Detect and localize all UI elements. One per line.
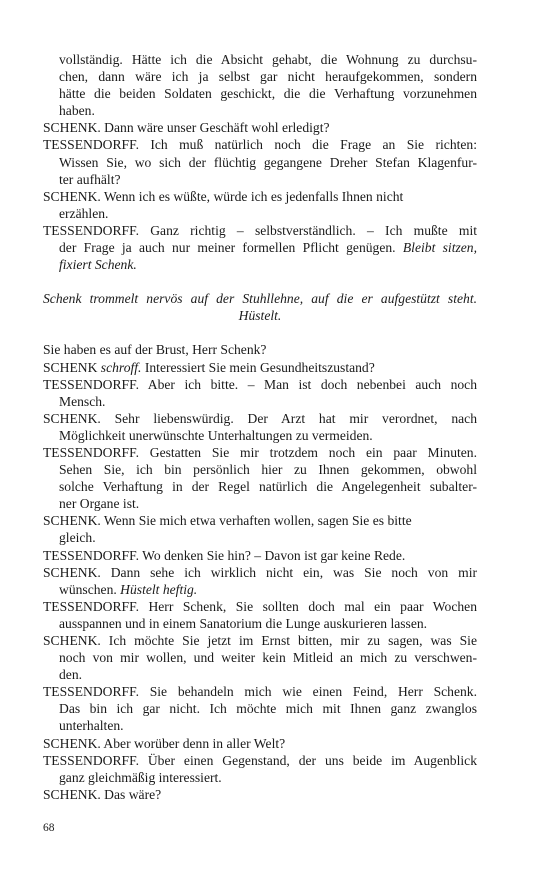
speech-text: wünschen.	[59, 581, 117, 597]
text-line: Sehen Sie, ich bin persönlich hier zu Ihnen gekommen, obwohl	[59, 462, 477, 478]
text-line: unterhalten.	[59, 718, 124, 734]
text-line: solche Verhaftung in der Regel natürlich die Angelegenheit subalter-	[59, 479, 477, 495]
text-line: Sie haben es auf der Brust, Herr Schenk?	[43, 342, 267, 358]
speech-schenk	[43, 735, 477, 752]
text-line: erzählen.	[59, 205, 109, 221]
speech-tessendorff	[43, 683, 477, 734]
text-line: TESSENDORFF. Wo denken Sie hin? – Davon ist gar keine Rede.	[43, 547, 406, 563]
text-line: SCHENK. Wenn Sie mich etwa verhaften wollen, sagen Sie es bitte	[43, 513, 412, 529]
text-line: TESSENDORFF. Herr Schenk, Sie sollten doch mal ein paar Wochen	[43, 598, 477, 614]
text-line: SCHENK. Das wäre?	[43, 786, 162, 802]
text-line: Mensch.	[59, 393, 106, 409]
text-line: ganz gleichmäßig interessiert.	[59, 769, 222, 785]
text-line: TESSENDORFF. Über einen Gegenstand, der uns beide im Augenblick	[43, 752, 477, 768]
text-line	[43, 359, 477, 376]
text-line: noch von mir wollen, und weiter kein Mitleid an mich zu verschwen-	[59, 650, 477, 666]
text-line: SCHENK. Wenn ich es wüßte, würde ich es jedenfalls Ihnen nicht	[43, 188, 404, 204]
speech-tessendorff	[43, 376, 477, 410]
speech-continuation	[43, 51, 477, 119]
speech-schenk	[43, 119, 477, 136]
speech-schenk	[43, 512, 477, 546]
text-line: SCHENK. Ich möchte Sie jetzt im Ernst bitten, mir zu sagen, was Sie	[43, 633, 477, 648]
text-line: SCHENK. Sehr liebenswürdig. Der Arzt hat mir verordnet, nach	[43, 410, 477, 426]
text-line: SCHENK. Dann sehe ich wirklich nicht ein, was Sie noch von mir	[43, 564, 477, 580]
speech-schenk	[43, 786, 477, 803]
speech-schenk	[43, 410, 477, 444]
speech-schenk	[43, 188, 477, 222]
text-line: SCHENK. Dann wäre unser Geschäft wohl erledigt?	[43, 120, 330, 136]
text-line: haben.	[59, 103, 95, 119]
text-line: TESSENDORFF. Sie behandeln mich wie einen Feind, Herr Schenk.	[43, 684, 477, 700]
speech-text: der Frage ja auch nur meiner formellen Pflicht genügen.	[59, 240, 396, 256]
text-line: gleich.	[59, 530, 96, 546]
text-line	[43, 581, 477, 598]
text-line: Wissen Sie, wo sich der flüchtig gegangene Dreher Stefan Klagenfur-	[59, 154, 477, 170]
stage-direction-line: Hüstelt.	[238, 308, 282, 324]
stage-direction-inline: fixiert Schenk.	[59, 257, 137, 273]
stage-direction	[43, 290, 477, 324]
speech-tessendorff	[43, 222, 477, 273]
text-line: ner Organe ist.	[59, 496, 140, 512]
text-line	[43, 239, 477, 256]
text-line: vollständig. Hätte ich die Absicht gehabt, die Wohnung zu durchsu-	[59, 52, 477, 67]
text-line: TESSENDORFF. Aber ich bitte. – Man ist doch nebenbei auch noch	[43, 376, 477, 392]
speech-tessendorff	[43, 547, 477, 564]
text-line: den.	[59, 667, 83, 683]
speech-tessendorff	[43, 136, 477, 187]
speech-text: Interessiert Sie mein Gesundheitszustand?	[144, 359, 375, 375]
speech-schenk	[43, 564, 477, 598]
text-line: TESSENDORFF. Ganz richtig – selbstverständlich. – Ich mußte mit	[43, 222, 477, 238]
text-line: ausspannen und in einem Sanatorium die Lunge auskurieren lassen.	[59, 615, 428, 631]
speech-schenk	[43, 632, 477, 683]
text-line: chen, dann wäre ich ja selbst gar nicht heraufgekommen, sondern	[59, 69, 477, 85]
speech-tessendorff	[43, 752, 477, 786]
text-line: Möglichkeit unerwünschte Unterhaltungen zu vermeiden.	[59, 427, 373, 443]
stage-direction-inline: schroff.	[100, 359, 142, 375]
text-line: hätte die beiden Soldaten geschickt, die die Verhaftung vorzunehmen	[59, 86, 477, 102]
speech-tessendorff	[43, 444, 477, 512]
stage-direction-line: Schenk trommelt nervös auf der Stuhllehne, auf die er aufgestützt steht.	[43, 291, 477, 307]
text-line: TESSENDORFF. Ich muß natürlich noch die Frage an Sie richten:	[43, 137, 477, 153]
book-page-text	[43, 51, 477, 803]
text-line: TESSENDORFF. Gestatten Sie mir trotzdem noch ein paar Minuten.	[43, 444, 477, 460]
speech-schenk	[43, 359, 477, 376]
text-line	[43, 256, 477, 273]
stage-direction-inline: Bleibt sitzen,	[395, 240, 478, 256]
text-line: SCHENK. Aber worüber denn in aller Welt?	[43, 735, 286, 751]
text-line: Das bin ich gar nicht. Ich möchte mich mit Ihnen ganz zwanglos	[59, 701, 477, 717]
speaker-name: SCHENK	[43, 359, 98, 375]
page-number: 68	[43, 822, 55, 834]
speech-tessendorff	[43, 598, 477, 632]
speech-tessendorff	[43, 341, 477, 358]
text-line: ter aufhält?	[59, 171, 121, 187]
stage-direction-inline: Hüstelt heftig.	[116, 581, 198, 597]
